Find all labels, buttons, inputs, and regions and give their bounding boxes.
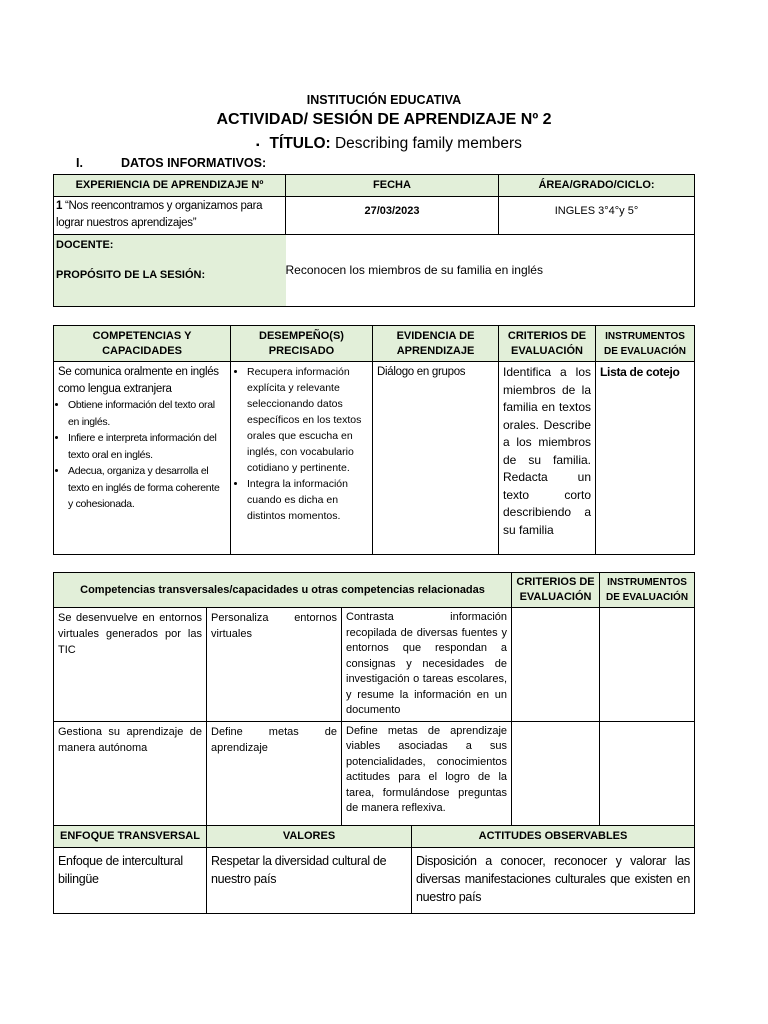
evidencia-value: Diálogo en grupos	[373, 362, 499, 555]
datos-table	[53, 174, 695, 307]
competencias-table	[53, 325, 695, 555]
header-experiencia: EXPERIENCIA DE APRENDIZAJE Nº	[54, 175, 286, 197]
transversal-criterio-cell	[512, 608, 600, 722]
capacidad-item: • Adecua, organiza y desarrolla el texto en inglés de forma coherente y cohesionada.	[68, 463, 226, 513]
desempeno-item: • Integra la información cuando es dicha en distintos momentos.	[247, 476, 368, 524]
actitud-value: Disposición a conocer, reconocer y valorar las diversas manifestaciones culturales que existen en nuestro país	[412, 848, 695, 914]
header-area: ÁREA/GRADO/CICLO:	[499, 175, 695, 197]
fecha-value: 27/03/2023	[286, 197, 499, 235]
enfoque-value: Enfoque de intercultural bilingüe	[54, 848, 207, 914]
institution-title: INSTITUCIÓN EDUCATIVA	[306, 93, 462, 107]
proposito-value: Reconocen los miembros de su familia en inglés	[286, 235, 695, 307]
header-valores: VALORES	[207, 826, 412, 848]
header-actitudes: ACTITUDES OBSERVABLES	[412, 826, 695, 848]
proposito-label: PROPÓSITO DE LA SESIÓN:	[56, 269, 206, 281]
header-competencias: COMPETENCIAS Y CAPACIDADES	[54, 326, 231, 362]
capacidad-item: • Infiere e interpreta información del texto oral en inglés.	[68, 430, 226, 463]
transversal-capacidad: Personaliza entornos virtuales	[207, 608, 342, 722]
header-instrumentos: INSTRUMENTOS DE EVALUACIÓN	[596, 326, 695, 362]
competencia-text: Se comunica oralmente en inglés como lengua extranjera	[58, 366, 219, 395]
experiencia-number: 1	[56, 200, 63, 212]
header-criterios-t: CRITERIOS DE EVALUACIÓN	[512, 573, 600, 608]
bullet-icon: ▪	[256, 140, 260, 151]
section-heading	[76, 156, 266, 170]
header-desempenos: DESEMPEÑO(S) PRECISADO	[231, 326, 373, 362]
title-label: TÍTULO:	[269, 135, 331, 152]
header-transversales: Competencias transversales/capacidades u otras competencias relacionadas	[54, 573, 512, 608]
valor-value: Respetar la diversidad cultural de nuestro país	[207, 848, 412, 914]
transversal-competencia: Gestiona su aprendizaje de manera autónoma	[54, 721, 207, 829]
capacidad-item: • Obtiene información del texto oral en inglés.	[68, 397, 226, 430]
experiencia-cell	[54, 197, 286, 235]
docente-proposito-cell	[54, 235, 286, 307]
criterios-value: Identifica a los miembros de la familia en textos orales. Describe a los miembros de su familia. Redacta un texto corto describiendo a su familia	[499, 362, 596, 555]
transversal-capacidad: Define metas de aprendizaje	[207, 721, 342, 829]
transversal-criterio-cell	[512, 721, 600, 829]
header-enfoque: ENFOQUE TRANSVERSAL	[54, 826, 207, 848]
title-value: Describing family members	[330, 135, 522, 152]
enfoque-table	[53, 825, 695, 914]
instrumento-value: Lista de cotejo	[596, 362, 695, 555]
session-title	[256, 135, 522, 153]
section-title: DATOS INFORMATIVOS:	[121, 156, 267, 170]
header-evidencia: EVIDENCIA DE APRENDIZAJE	[373, 326, 499, 362]
transversal-desempeno: Define metas de aprendizaje viables asociadas a sus potencialidades, conocimientos actitudes para el logro de la tarea, formulándose preguntas de manera reflexiva.	[342, 721, 512, 829]
desempeno-item: • Recupera información explícita y relevante seleccionando datos específicos en los textos orales que escucha en inglés, con vocabulario cotidiano y pertinente.	[247, 364, 368, 476]
section-number: I.	[76, 156, 83, 170]
transversal-desempeno: Contrasta información recopilada de diversas fuentes y entornos que respondan a consignas y necesidades de investigación o tareas escolares, y resume la información en un documento	[342, 608, 512, 722]
activity-title: ACTIVIDAD/ SESIÓN DE APRENDIZAJE Nº 2	[216, 111, 552, 128]
docente-label: DOCENTE:	[56, 239, 114, 251]
desempenos-cell	[231, 362, 373, 555]
header-criterios: CRITERIOS DE EVALUACIÓN	[499, 326, 596, 362]
competencia-cell	[54, 362, 231, 555]
header-instrumentos-t: INSTRUMENTOS DE EVALUACIÓN	[600, 573, 695, 608]
transversal-competencia: Se desenvuelve en entornos virtuales generados por las TIC	[54, 608, 207, 722]
transversal-instrumento-cell	[600, 721, 695, 829]
capacidades-list	[58, 397, 226, 513]
desempenos-list	[227, 364, 368, 524]
transversales-table	[53, 572, 695, 830]
area-value: INGLES 3°4°y 5°	[499, 197, 695, 235]
header-fecha: FECHA	[286, 175, 499, 197]
experiencia-text: “Nos reencontramos y organizamos para lograr nuestros aprendizajes”	[56, 200, 263, 229]
transversal-instrumento-cell	[600, 608, 695, 722]
